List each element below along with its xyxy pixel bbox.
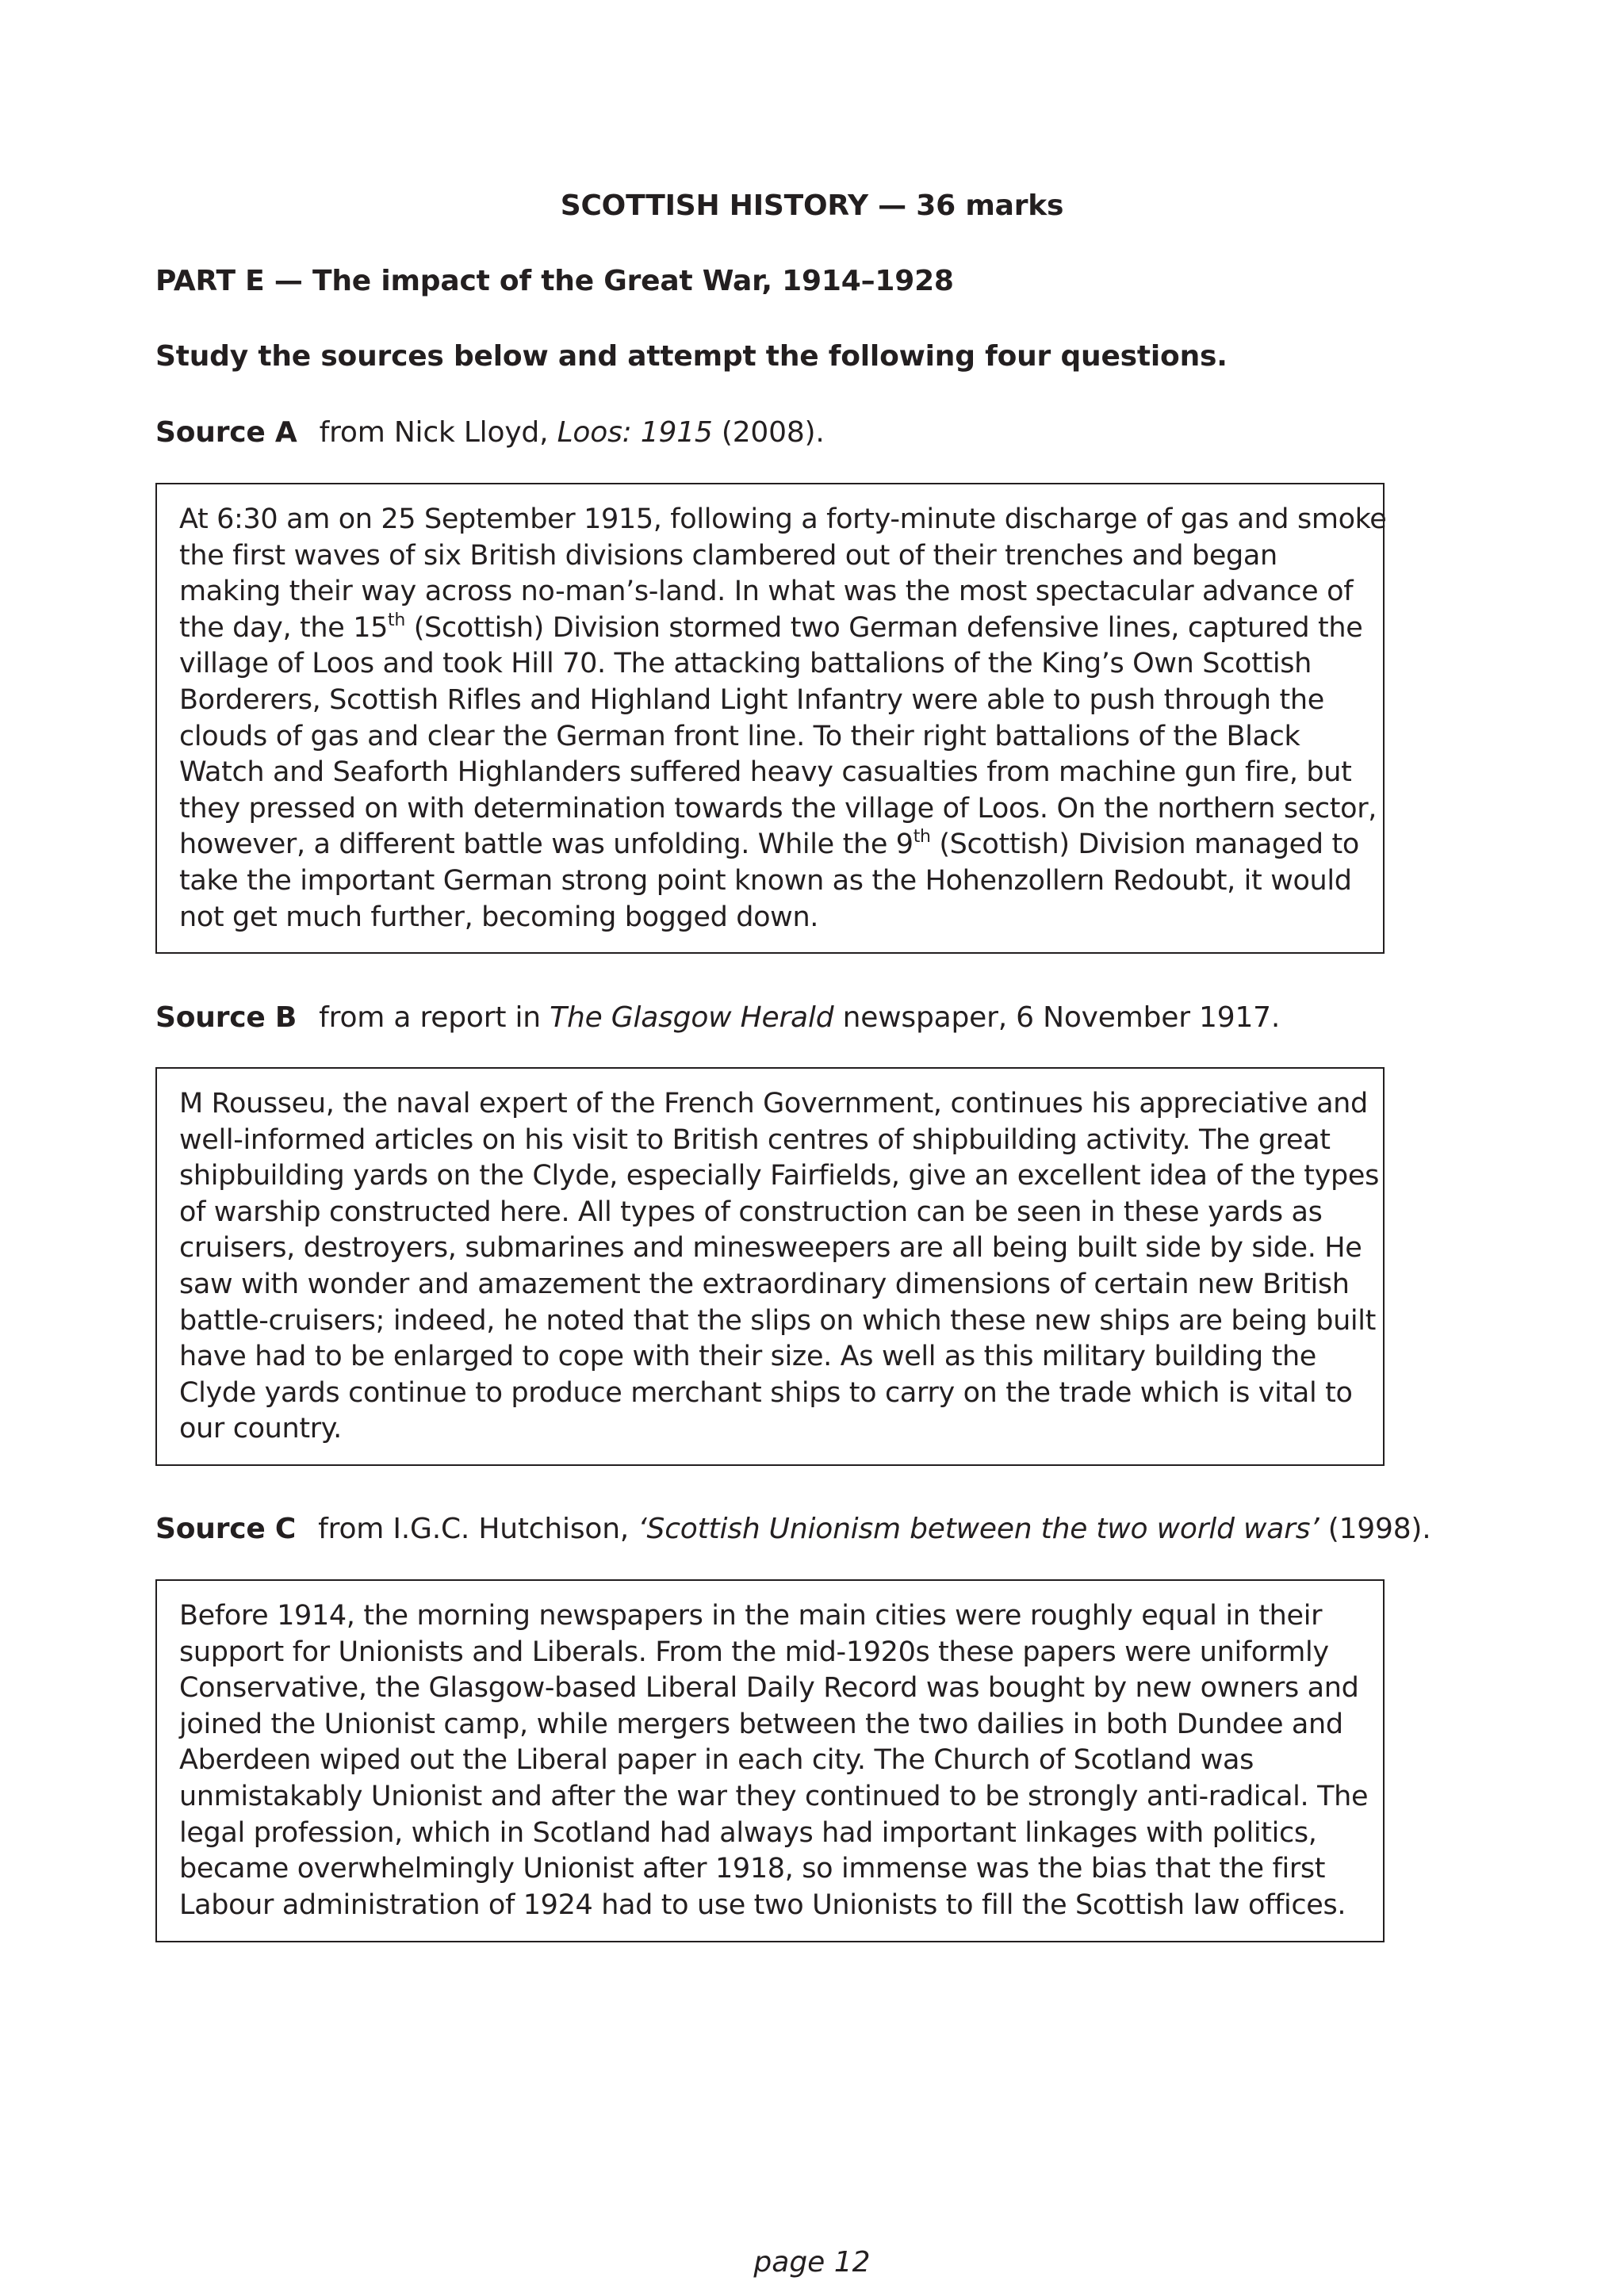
source-b-title: The Glasgow Herald — [550, 1001, 834, 1034]
source-c-attribution-suffix: (1998). — [1319, 1513, 1431, 1545]
source-a-line: village of Loos and took Hill 70. The attacking battalions of the King’s Own Scottish — [179, 648, 1312, 680]
source-b-attribution-prefix: from a report in — [319, 1001, 550, 1034]
source-a-line-text: the day, the 15 — [179, 611, 389, 644]
source-c-label: Source C — [155, 1513, 297, 1545]
source-c-attribution-prefix: from I.G.C. Hutchison, — [318, 1513, 638, 1545]
source-c-line: legal profession, which in Scotland had always had important linkages with politics, — [179, 1816, 1317, 1849]
instruction: Study the sources below and attempt the following four questions. — [155, 340, 1228, 373]
source-a-label: Source A — [155, 416, 297, 449]
source-a-line-text: (Scottish) Division stormed two German defensive lines, captured the — [404, 611, 1363, 644]
source-a-title: Loos: 1915 — [557, 416, 713, 449]
source-b-line: well-informed articles on his visit to British centres of shipbuilding activity. The great — [179, 1123, 1331, 1156]
source-c-line: joined the Unionist camp, while mergers between the two dailies in both Dundee and — [179, 1708, 1343, 1740]
source-b-line: our country. — [179, 1413, 342, 1445]
source-c-line: support for Unionists and Liberals. From the mid-1920s these papers were uniformly — [179, 1636, 1329, 1668]
source-a-line-text: however, a different battle was unfolding. While the 9 — [179, 828, 914, 861]
source-a-attribution-suffix: (2008). — [712, 416, 825, 449]
source-a-line — [179, 610, 1362, 647]
source-a-attribution-prefix: from Nick Lloyd, — [319, 416, 557, 449]
page-number: page 12 — [753, 2246, 871, 2279]
source-c-line: became overwhelmingly Unionist after 1918, so immense was the bias that the first — [179, 1853, 1326, 1885]
source-b-line: saw with wonder and amazement the extraordinary dimensions of certain new British — [179, 1268, 1350, 1300]
part-title: PART E — The impact of the Great War, 1914–1928 — [155, 265, 954, 297]
source-a-line: making their way across no-man’s-land. In what was the most spectacular advance of — [179, 576, 1354, 608]
source-a-line: not get much further, becoming bogged down. — [179, 901, 819, 933]
source-b-line: Clyde yards continue to produce merchant ships to carry on the trade which is vital to — [179, 1376, 1353, 1409]
source-c-heading — [155, 1512, 1431, 1547]
source-a-line-text: (Scottish) Division managed to — [930, 828, 1359, 861]
source-a-heading — [155, 415, 825, 450]
source-b-line: M Rousseu, the naval expert of the French Government, continues his appreciative and — [179, 1088, 1368, 1119]
source-b-line: shipbuilding yards on the Clyde, especially Fairfields, give an excellent idea of the types — [179, 1160, 1379, 1192]
source-a-line: Watch and Seaforth Highlanders suffered heavy casualties from machine gun fire, but — [179, 756, 1352, 789]
source-c-line: Before 1914, the morning newspapers in the main cities were roughly equal in their — [179, 1600, 1323, 1632]
source-b-line: of warship constructed here. All types of construction can be seen in these yards as — [179, 1196, 1323, 1228]
source-b-label: Source B — [155, 1001, 297, 1034]
source-b-attribution-suffix: newspaper, 6 November 1917. — [833, 1001, 1281, 1034]
source-b-line: have had to be enlarged to cope with their size. As well as this military building the — [179, 1341, 1316, 1373]
source-a-line — [179, 827, 1362, 863]
source-b-box — [155, 1067, 1385, 1466]
source-c-title: ‘Scottish Unionism between the two world wars’ — [638, 1513, 1320, 1545]
source-a-line: the first waves of six British divisions clambered out of their trenches and began — [179, 539, 1277, 572]
source-a-line: Borderers, Scottish Rifles and Highland Light Infantry were able to push through the — [179, 683, 1324, 716]
source-a-line: they pressed on with determination towards the village of Loos. On the northern sector, — [179, 792, 1377, 825]
source-c-line: Labour administration of 1924 had to use two Unionists to fill the Scottish law offices. — [179, 1888, 1346, 1921]
source-c-box — [155, 1579, 1385, 1942]
source-c-line: Conservative, the Glasgow-based Liberal Daily Record was bought by new owners and — [179, 1672, 1359, 1705]
source-a-line: At 6:30 am on 25 September 1915, following a forty-minute discharge of gas and smoke — [179, 503, 1387, 535]
source-b-line: cruisers, destroyers, submarines and minesweepers are all being built side by side. He — [179, 1232, 1362, 1265]
source-c-line: Aberdeen wiped out the Liberal paper in each city. The Church of Scotland was — [179, 1744, 1254, 1777]
ordinal-suffix: th — [388, 610, 405, 630]
source-b-heading — [155, 1001, 1280, 1035]
source-a-line: clouds of gas and clear the German front line. To their right battalions of the Black — [179, 720, 1300, 752]
source-a-line: take the important German strong point known as the Hohenzollern Redoubt, it would — [179, 864, 1352, 897]
source-b-line: battle-cruisers; indeed, he noted that the slips on which these new ships are being built — [179, 1304, 1377, 1337]
page-title: SCOTTISH HISTORY — 36 marks — [560, 189, 1064, 222]
source-a-box — [155, 483, 1385, 954]
ordinal-suffix: th — [913, 827, 931, 848]
source-c-line: unmistakably Unionist and after the war they continued to be strongly anti-radical. The — [179, 1780, 1369, 1812]
